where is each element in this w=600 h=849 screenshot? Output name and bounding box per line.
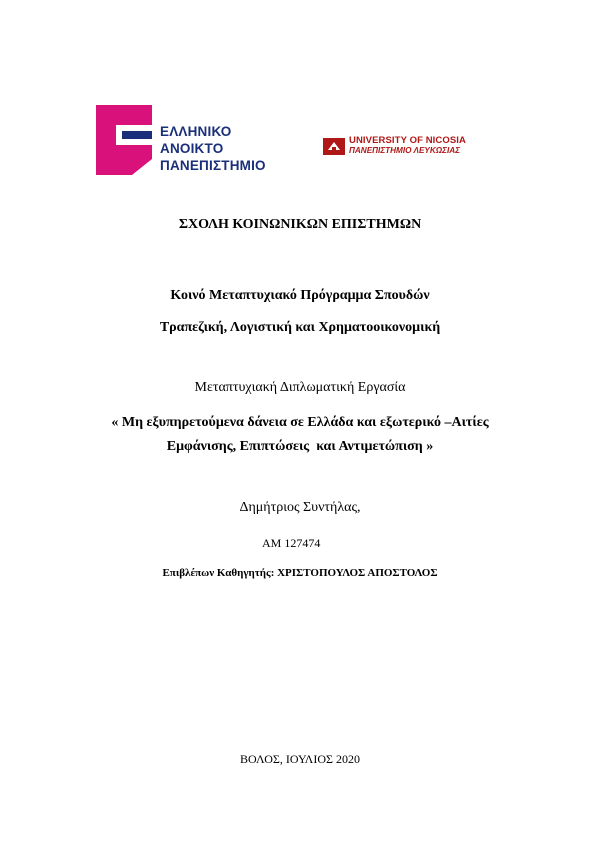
student-id: AM 127474 — [262, 536, 321, 550]
unic-emblem-icon — [323, 138, 345, 155]
thesis-type: Μεταπτυχιακή Διπλωματική Εργασία — [194, 380, 406, 395]
author-name: Δημήτριος Συντήλας, — [239, 500, 361, 515]
unic-logo-line-1: UNIVERSITY OF NICOSIA — [349, 135, 466, 146]
eap-emblem-icon — [96, 105, 152, 175]
unic-logo — [323, 135, 503, 159]
unic-logo-text — [349, 136, 466, 156]
eap-logo-line: ΕΛΛΗΝΙΚΟ — [160, 124, 232, 139]
school-name: ΣΧΟΛΗ ΚΟΙΝΩΝΙΚΩΝ ΕΠΙΣΤΗΜΩΝ — [178, 217, 422, 232]
program-name: Κοινό Μεταπτυχιακό Πρόγραμμα Σπουδών — [170, 288, 430, 303]
thesis-title-line-1: « Μη εξυπηρετούμενα δάνεια σε Ελλάδα και εξωτερικό –Αιτίες — [111, 415, 489, 430]
supervisor: Επιβλέπων Καθηγητής: ΧΡΙΣΤΟΠΟΥΛΟΣ ΑΠΟΣΤΟΛΟΣ — [162, 567, 438, 579]
eap-logo-line: ΑΝΟΙΚΤΟ — [160, 141, 224, 156]
field-name: Τραπεζική, Λογιστική και Χρηματοοικονομική — [159, 320, 441, 335]
eap-logo-line: ΠΑΝΕΠΙΣΤΗΜΙΟ — [160, 158, 266, 173]
eap-logo-text — [160, 123, 266, 174]
place-date: ΒΟΛΟΣ, ΙΟΥΛΙΟΣ 2020 — [239, 752, 361, 766]
thesis-title — [70, 411, 530, 459]
unic-logo-line-2: ΠΑΝΕΠΙΣΤΗΜΙΟ ΛΕΥΚΩΣΙΑΣ — [349, 146, 461, 155]
eap-logo — [96, 105, 286, 177]
thesis-title-line-2: Εμφάνισης, Επιπτώσεις και Αντιμετώπιση » — [166, 439, 434, 454]
